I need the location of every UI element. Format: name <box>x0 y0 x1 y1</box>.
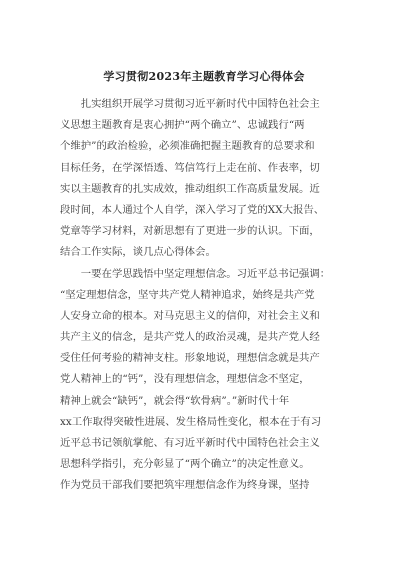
paragraph-intro <box>60 94 360 264</box>
text-line: 共产主义的信念，是共产党人的政治灵魂，是共产党人经 <box>60 331 320 344</box>
text-line: 思想科学指引，充分彰显了“两个确立”的决定性意义。 <box>60 458 310 471</box>
text-line: 义思想主题教育是衷心拥护“两个确立”、忠诚践行“两 <box>60 119 305 132</box>
text-line: 作为党员干部我们要把筑牢理想信念作为终身课，坚持 <box>60 479 310 492</box>
text-line: 受住任何考验的精神支柱。形象地说，理想信念就是共产 <box>60 352 320 365</box>
text-line: 一要在学思践悟中坚定理想信念。习近平总书记强调： <box>60 267 331 280</box>
text-line: 精神上就会“缺钙”，就会得“软骨病”。”新时代十年 <box>60 394 290 407</box>
text-line: 近平总书记领航掌舵、有习近平新时代中国特色社会主义 <box>60 437 320 449</box>
text-line: “坚定理想信念，坚守共产党人精神追求，始终是共产党 <box>60 288 315 301</box>
text-line: 个维护”的政治检验，必须准确把握主题教育的总要求和 <box>60 140 315 153</box>
text-line: 党人精神上的“钙”，没有理想信念，理想信念不坚定， <box>60 373 310 386</box>
text-line: xx工作取得突破性进展、发生格局性变化，根本在于有习 <box>60 415 322 428</box>
text-line: 人安身立命的根本。对马克思主义的信仰，对社会主义和 <box>60 309 320 322</box>
text-line: 结合工作实际，谈几点心得体会。 <box>60 246 216 259</box>
text-line: 目标任务，在学深悟透、笃信笃行上走在前、作表率，切 <box>60 161 320 174</box>
text-line: 段时间，本人通过个人自学，深入学习了党的XX大报告、 <box>60 203 325 216</box>
document-title: 学习贯彻2023年主题教育学习心得体会 <box>103 70 305 83</box>
text-line: 实以主题教育的扎实成效，推动组织工作高质量发展。近 <box>60 182 320 195</box>
paragraph-ideals <box>60 264 360 497</box>
document-body <box>60 94 360 497</box>
text-line: 党章等学习材料，对新思想有了更进一步的认识。下面， <box>60 225 320 238</box>
text-line: 扎实组织开展学习贯彻习近平新时代中国特色社会主 <box>60 98 320 110</box>
